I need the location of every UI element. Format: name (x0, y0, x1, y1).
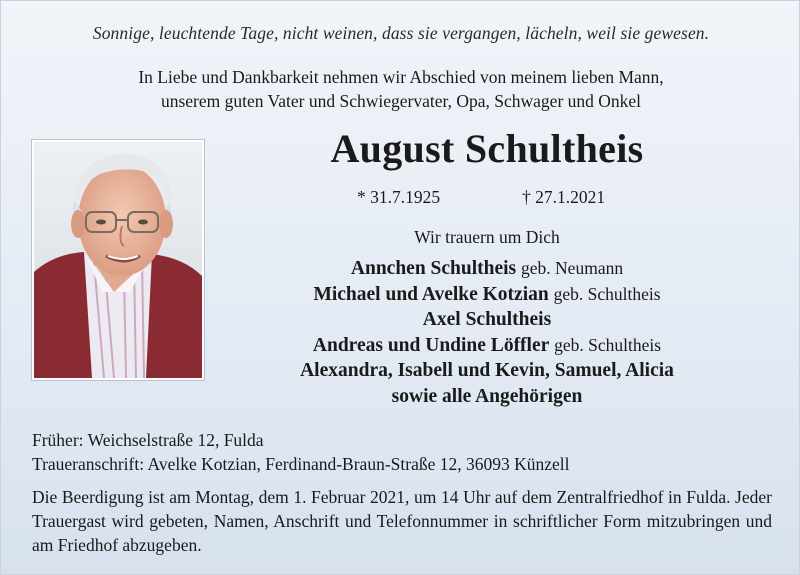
address-block (32, 428, 772, 476)
deceased-name: August Schultheis (330, 126, 644, 171)
intro-line: In Liebe und Dankbarkeit nehmen wir Abschied von meinem lieben Mann, (138, 67, 664, 87)
family-member (221, 384, 753, 410)
mourning-address: Traueranschrift: Avelke Kotzian, Ferdinand-Braun-Straße 12, 36093 Künzell (32, 454, 570, 474)
funeral-info: Die Beerdigung ist am Montag, dem 1. Februar 2021, um 14 Uhr auf dem Zentralfriedhof in Fulda. Jeder Trauergast wird gebeten, Namen, Anschrift und Telefonnummer in schriftlicher Form mitzubringen und am Friedhof abzugeben. (32, 487, 772, 555)
family-member (221, 307, 753, 333)
family-member (221, 333, 753, 359)
family-member-name: Alexandra, Isabell und Kevin, Samuel, Alicia (300, 360, 674, 381)
family-member-name: sowie alle Angehörigen (391, 385, 583, 407)
family-member (221, 256, 753, 282)
death-date: † 27.1.2021 (522, 187, 606, 207)
family-member-name: Michael und Avelke Kotzian (313, 283, 549, 305)
former-address: Früher: Weichselstraße 12, Fulda (32, 430, 264, 450)
family-member-name: Axel Schultheis (422, 309, 552, 330)
family-list (221, 256, 753, 409)
family-member (221, 358, 753, 384)
portrait-image (34, 142, 202, 378)
birth-date: * 31.7.1925 (357, 187, 441, 207)
family-member-note: geb. Neumann (521, 258, 624, 278)
intro-text (1, 65, 800, 113)
family-member-name: Andreas und Undine Löffler (312, 334, 550, 356)
family-member-name: Annchen Schultheis (350, 258, 517, 279)
family-member-note: geb. Schultheis (553, 283, 661, 304)
portrait-photo (32, 140, 204, 380)
family-member (221, 282, 753, 308)
family-member-note: geb. Schultheis (554, 334, 662, 355)
intro-line: unserem guten Vater und Schwiegervater, Opa, Schwager und Onkel (160, 91, 642, 111)
motto-quote: Sonnige, leuchtende Tage, nicht weinen, dass sie vergangen, lächeln, weil sie gewesen. (92, 23, 710, 43)
mourning-line: Wir trauern um Dich (414, 227, 560, 247)
